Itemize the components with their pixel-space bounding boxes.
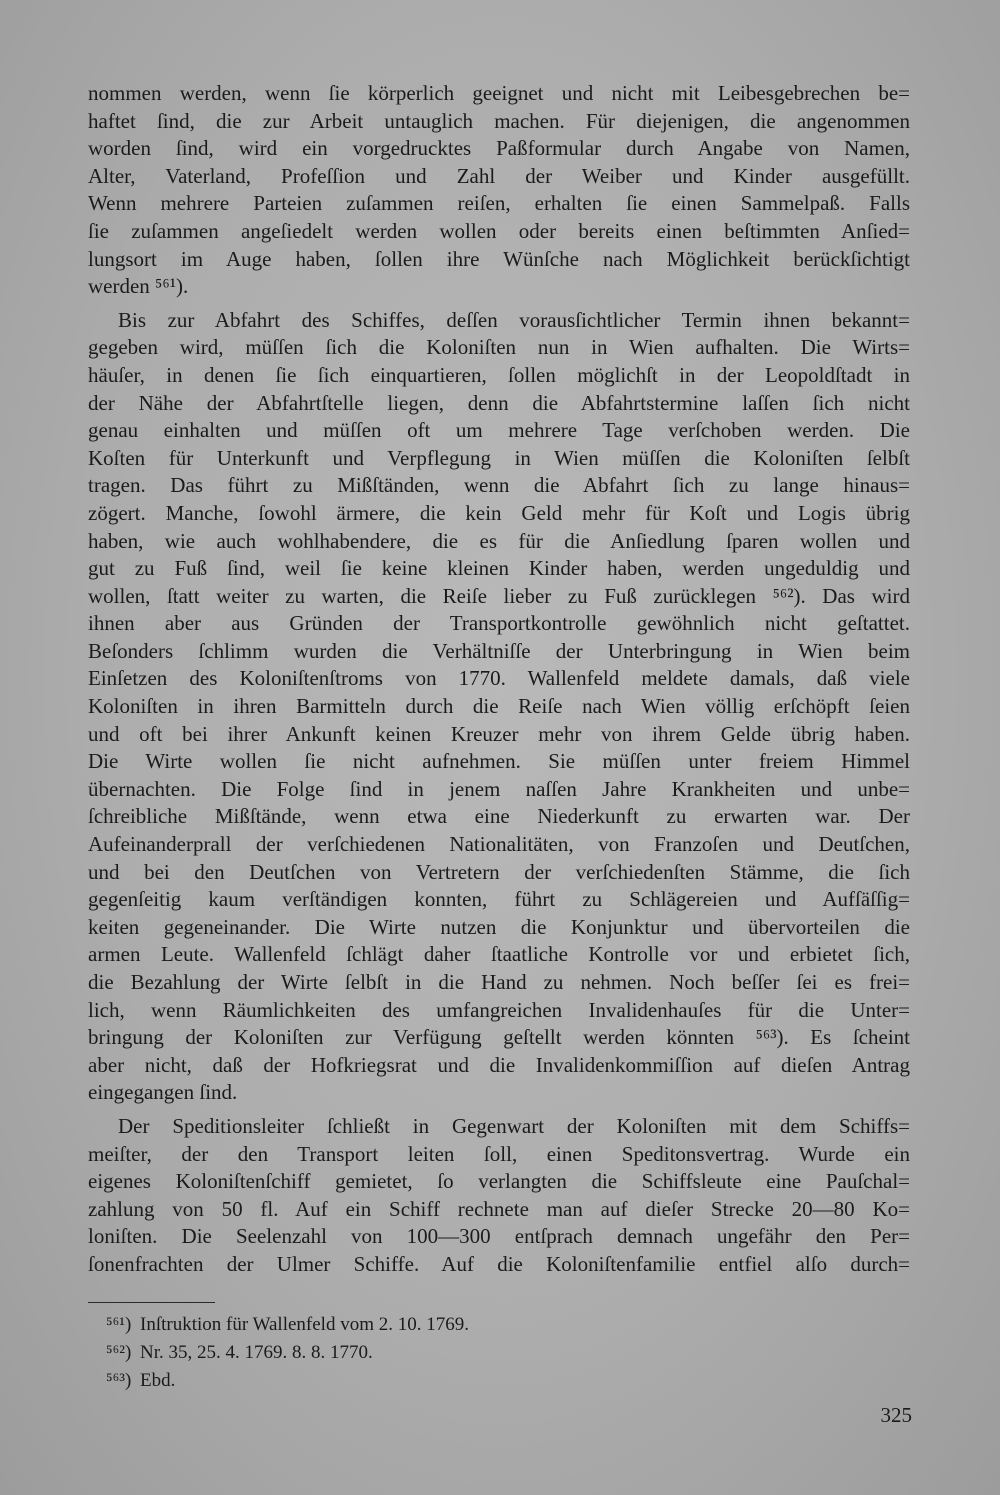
footnotes [106, 1311, 886, 1395]
text-line: und oft bei ihrer Ankunft keinen Kreuzer mehr von ihrem Gelde übrig haben. [88, 721, 910, 746]
footnote-text: Nr. 35, 25. 4. 1769. 8. 8. 1770. [140, 1342, 373, 1363]
footnote [106, 1367, 886, 1395]
text-line: nommen werden, wenn ſie körperlich geeignet und nicht mit Leibesgebrechen be= [88, 81, 910, 105]
text-line: zögert. Manche, ſowohl ärmere, die kein Geld mehr für Koſt und Logis übrig [88, 500, 910, 525]
text-line: gut zu Fuß ſind, weil ſie keine kleinen Kinder haben, werden ungeduldig und [88, 556, 910, 581]
text-line: armen Leute. Wallenfeld ſchlägt daher ſtaatliche Kontrolle vor und erbietet ſich, [88, 942, 910, 967]
text-line: worden ſind, wird ein vorgedrucktes Paßformular durch Angabe von Namen, [88, 136, 910, 161]
text-line: lich, wenn Räumlichkeiten des umfangreichen Invalidenhauſes für die Unter= [88, 997, 910, 1022]
text-line: Alter, Vaterland, Profeſſion und Zahl der Weiber und Kinder ausgefüllt. [88, 163, 910, 188]
footnote-rule [88, 1302, 215, 1303]
text-line: keiten gegeneinander. Die Wirte nutzen die Konjunktur und übervorteilen die [88, 914, 910, 939]
text-line: haftet ſind, die zur Arbeit untauglich machen. Für diejenigen, die angenommen [88, 108, 910, 133]
footnote-marker: ⁵⁶¹) [106, 1314, 132, 1335]
text-line: ſonenfrachten der Ulmer Schiffe. Auf die Koloniſtenfamilie entfiel alſo durch= [88, 1251, 910, 1276]
footnote-text: Inſtruktion für Wallenfeld vom 2. 10. 1769. [140, 1314, 469, 1335]
footnote [106, 1311, 886, 1339]
text-line: genau einhalten und müſſen oft um mehrere Tage verſchoben werden. Die [88, 418, 910, 443]
text-line: Beſonders ſchlimm wurden die Verhältniſſe der Unterbringung in Wien beim [88, 638, 910, 663]
text-line: eingegangen ſind. [88, 1080, 238, 1105]
body-text [88, 80, 910, 1285]
text-line: der Nähe der Abfahrtſtelle liegen, denn die Abfahrtstermine laſſen ſich nicht [88, 390, 910, 415]
text-line: aber nicht, daß der Hofkriegsrat und die Invalidenkommiſſion auf dieſen Antrag [88, 1052, 910, 1077]
text-line: Bis zur Abfahrt des Schiffes, deſſen vorausſichtlicher Termin ihnen bekannt= [118, 307, 910, 332]
footnote-text: Ebd. [140, 1370, 176, 1391]
paragraph [88, 307, 910, 1107]
text-line: gegenſeitig kaum verſtändigen konnten, führt zu Schlägereien und Aufſäſſig= [88, 887, 910, 912]
text-line: die Bezahlung der Wirte ſelbſt in die Hand zu nehmen. Noch beſſer ſei es frei= [88, 970, 910, 994]
text-line: ihnen aber aus Gründen der Transportkontrolle gewöhnlich nicht geſtattet. [88, 611, 910, 636]
text-line: Der Speditionsleiter ſchließt in Gegenwart der Koloniſten mit dem Schiffs= [118, 1113, 910, 1138]
text-line: gegeben wird, müſſen ſich die Koloniſten nun in Wien aufhalten. Die Wirts= [88, 335, 910, 360]
text-line: ſie zuſammen angeſiedelt werden wollen oder bereits einen beſtimmten Anſied= [88, 218, 910, 243]
text-line: Koloniſten in ihren Barmitteln durch die Reiſe nach Wien völlig erſchöpft ſeien [88, 694, 910, 719]
text-line: lungsort im Auge haben, ſollen ihre Wünſche nach Möglichkeit berückſichtigt [88, 246, 910, 271]
footnote-marker: ⁵⁶³) [106, 1370, 132, 1391]
text-line: und bei den Deutſchen von Vertretern der verſchiedenſten Stämme, die ſich [88, 859, 910, 884]
paragraph [88, 80, 910, 301]
text-line: ſchreibliche Mißſtände, wenn etwa eine Niederkunft zu erwarten war. Der [88, 804, 910, 829]
page-number: 325 [880, 1403, 912, 1427]
text-line: werden ⁵⁶¹). [88, 274, 189, 299]
footnote-marker: ⁵⁶²) [106, 1342, 132, 1363]
text-line: Koſten für Unterkunft und Verpflegung in Wien müſſen die Koloniſten ſelbſt [88, 445, 910, 470]
text-line: tragen. Das führt zu Mißſtänden, wenn die Abfahrt ſich zu lange hinaus= [88, 473, 910, 498]
text-line: wollen, ſtatt weiter zu warten, die Reiſe lieber zu Fuß zurücklegen ⁵⁶²). Das wird [88, 583, 910, 608]
text-line: Wenn mehrere Parteien zuſammen reiſen, erhalten ſie einen Sammelpaß. Falls [88, 191, 910, 216]
footnote [106, 1339, 886, 1367]
text-line: eigenes Koloniſtenſchiff gemietet, ſo verlangten die Schiffsleute eine Pauſchal= [88, 1169, 910, 1194]
text-line: Aufeinanderprall der verſchiedenen Nationalitäten, von Franzoſen und Deutſchen, [88, 832, 910, 857]
text-line: loniſten. Die Seelenzahl von 100—300 entſprach demnach ungefähr den Per= [88, 1224, 910, 1249]
text-line: häuſer, in denen ſie ſich einquartieren, ſollen möglichſt in der Leopoldſtadt in [88, 362, 910, 387]
text-line: bringung der Koloniſten zur Verfügung geſtellt werden könnten ⁵⁶³). Es ſcheint [88, 1025, 910, 1050]
text-line: Die Wirte wollen ſie nicht aufnehmen. Sie müſſen unter freiem Himmel [88, 749, 910, 774]
text-line: meiſter, der den Transport leiten ſoll, einen Speditonsvertrag. Wurde ein [88, 1141, 910, 1166]
paragraph [88, 1113, 910, 1279]
text-line: übernachten. Die Folge ſind in jenem naſſen Jahre Krankheiten und unbe= [88, 776, 910, 801]
text-line: zahlung von 50 fl. Auf ein Schiff rechnete man auf dieſer Strecke 20—80 Ko= [88, 1196, 910, 1221]
text-line: haben, wie auch wohlhabendere, die es für die Anſiedlung ſparen wollen und [88, 528, 910, 553]
text-line: Einſetzen des Koloniſtenſtroms von 1770. Wallenfeld meldete damals, daß viele [88, 666, 910, 691]
